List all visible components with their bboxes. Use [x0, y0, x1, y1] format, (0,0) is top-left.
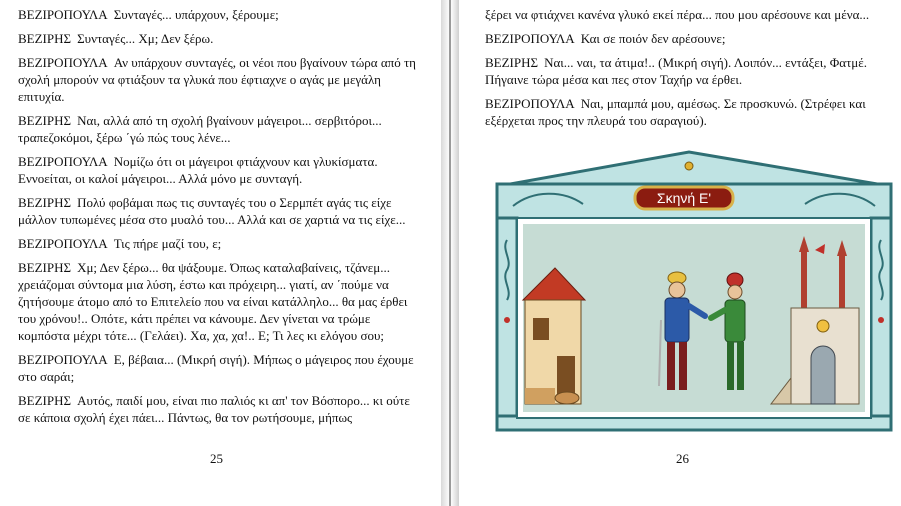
dialogue-text: Και σε ποιόν δεν αρέσουνε;: [580, 31, 726, 46]
dialogue-text: Ε, βέβαια... (Μικρή σιγή). Μήπως ο μάγειρος που έχουμε στο σαράι;: [18, 352, 414, 384]
dialogue-text: Ναι, αλλά από τη σχολή βγαίνουν μάγειροι... σερβιτόροι... τραπεζοκόμοι, ξέρω ΄γώ πώς τους λένε...: [18, 113, 382, 145]
speaker-name: ΒΕΖΙΡΟΠΟΥΛΑ: [18, 352, 108, 367]
house-window: [533, 318, 549, 340]
speaker-name: ΒΕΖΙΡΟΠΟΥΛΑ: [18, 236, 108, 251]
dialogue-paragraph: [485, 30, 885, 47]
dialogue-paragraph: [18, 351, 418, 385]
speaker-name: ΒΕΖΙΡΗΣ: [18, 113, 72, 128]
pediment-ornament: [685, 162, 693, 170]
dialogue-paragraph: [18, 6, 418, 23]
palace-emblem: [817, 320, 829, 332]
page-number-left: 25: [210, 451, 223, 466]
dialogue-text: Συνταγές... Χμ; Δεν ξέρω.: [77, 31, 214, 46]
speaker-name: ΒΕΖΙΡΟΠΟΥΛΑ: [18, 154, 108, 169]
dialogue-text: Χμ; Δεν ξέρω... θα ψάξουμε. Όπως καταλαβαίνεις, τζάνεμ... χρειάζομαι σύντομα μια λύση, έστω και πρόχειρη... γιατί, αν ΄πούμε να ζητήσουμε άτομο από το Επιτελείο που να είναι κατάλληλο... θα μας έρθει του χρόνου!.. Οπότε, κάτι πρέπει να κάνουμε. Δεν γίνεται να τρώμε κομπόστα μέχρι τότε... (Γελάει). Χα, χα, χα!.. Ε; Τι λες κι ελόγου σου;: [18, 260, 408, 343]
speaker-name: ΒΕΖΙΡΗΣ: [18, 195, 72, 210]
dialogue-paragraph: [18, 54, 418, 105]
dialogue-paragraph: [18, 30, 418, 47]
speaker-name: ΒΕΖΙΡΗΣ: [18, 31, 72, 46]
dialogue-text: Πολύ φοβάμαι πως τις συνταγές του ο Σερμπέτ αγάς τις είχε μάλλον τυπωμένες μέσα στο μυαλό του... Αλλά και σε χαρτιά να τις είχε...: [18, 195, 406, 227]
dialogue-paragraph: [18, 153, 418, 187]
dialogue-paragraph: [485, 6, 885, 23]
shadow-theatre-illustration: [493, 150, 895, 433]
vizier-head: [669, 282, 685, 298]
dialogue-text: Αυτός, παιδί μου, είναι πιο παλιός κι απ' τον Βόσπορο... κι ούτε σε κάποια σχολή έχει πάει... Πάντως, θα τον ρωτήσουμε, μήπως: [18, 393, 410, 425]
pediment: [499, 152, 889, 186]
speaker-name: ΒΕΖΙΡΟΠΟΥΛΑ: [18, 55, 108, 70]
left-page: [0, 0, 441, 506]
speaker-name: ΒΕΖΙΡΗΣ: [18, 393, 72, 408]
theatre-frame-svg: [493, 150, 895, 433]
house-door: [557, 356, 575, 396]
palace-left-spire: [801, 252, 807, 312]
dog: [555, 392, 579, 404]
scene-title: Σκηνή Ε': [656, 190, 712, 206]
right-page: [459, 0, 901, 506]
speaker-name: ΒΕΖΙΡΗΣ: [485, 55, 539, 70]
daughter-robe: [725, 300, 745, 342]
daughter-head: [728, 285, 742, 299]
dialogue-paragraph: [485, 95, 885, 129]
right-rosette: [878, 317, 884, 323]
book-gutter: [441, 0, 459, 506]
dialogue-text: Ναι... ναι, τα άτιμα!.. (Μικρή σιγή). Λοιπόν... εντάξει, Φατμέ. Πήγαινε τώρα μέσα και πες στον Ταχήρ να έρθει.: [485, 55, 867, 87]
page-number-right: 26: [676, 451, 689, 466]
dialogue-text: Τις πήρε μαζί του, ε;: [113, 236, 222, 251]
right-text-block: [485, 6, 885, 136]
dialogue-paragraph: [18, 112, 418, 146]
speaker-name: ΒΕΖΙΡΟΠΟΥΛΑ: [18, 7, 108, 22]
palace-right-spire: [839, 256, 845, 312]
dialogue-text: Συνταγές... υπάρχουν, ξέρουμε;: [113, 7, 279, 22]
speaker-name: ΒΕΖΙΡΟΠΟΥΛΑ: [485, 96, 575, 111]
dialogue-text: Ναι, μπαμπά μου, αμέσως. Σε προσκυνώ. (Στρέφει και εξέρχεται προς την πλευρά του σαραγιού).: [485, 96, 866, 128]
daughter-right-leg: [737, 342, 744, 390]
dialogue-paragraph: [18, 259, 418, 344]
house-porch: [525, 388, 555, 404]
vizier-right-leg: [679, 342, 687, 390]
dialogue-paragraph: [18, 235, 418, 252]
vizier-robe: [665, 298, 689, 342]
vizier-left-leg: [667, 342, 675, 390]
dialogue-text: Αν υπάρχουν συνταγές, οι νέοι που βγαίνουν τώρα από τη σχολή μπορούν να φτιάξουν τα γλυκά που έφτιαχνε ο αγάς με μεγάλη επιτυχία.: [18, 55, 416, 104]
speaker-name: ΒΕΖΙΡΗΣ: [18, 260, 72, 275]
daughter-left-leg: [727, 342, 734, 390]
speaker-name: ΒΕΖΙΡΟΠΟΥΛΑ: [485, 31, 575, 46]
palace-gate: [811, 346, 835, 404]
left-text-block: [18, 6, 418, 433]
dialogue-paragraph: [18, 194, 418, 228]
dialogue-text: Νομίζω ότι οι μάγειροι φτιάχνουν και γλυκίσματα. Εννοείται, οι καλοί μάγειροι... Αλλά μόνο με συνταγή.: [18, 154, 378, 186]
dialogue-text: ξέρει να φτιάχνει κανένα γλυκό εκεί πέρα... που μου αρέσουνε και μένα...: [485, 7, 870, 22]
left-rosette: [504, 317, 510, 323]
dialogue-paragraph: [18, 392, 418, 426]
dialogue-paragraph: [485, 54, 885, 88]
